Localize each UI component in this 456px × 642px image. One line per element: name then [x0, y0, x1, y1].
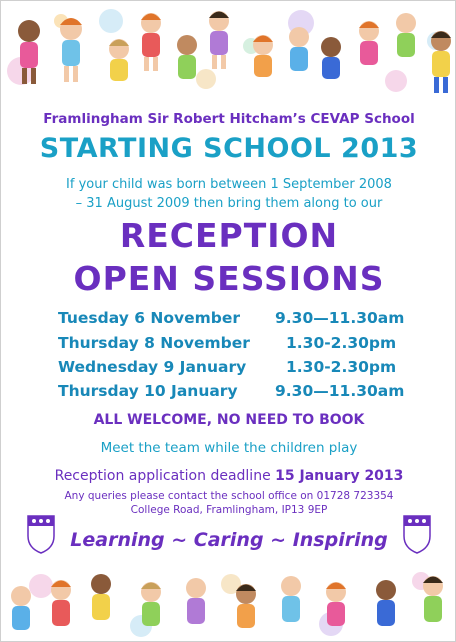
session-time: 1.30-2.30pm — [286, 358, 397, 376]
child-figure — [289, 27, 309, 71]
application-deadline — [1, 468, 456, 484]
child-figure — [253, 35, 273, 77]
reception-title: RECEPTION — [119, 216, 339, 255]
child-figure — [209, 11, 229, 69]
child-figure — [60, 18, 82, 82]
children-illustration-top-svg — [1, 1, 456, 101]
child-figure — [177, 35, 197, 79]
intro-line-1: If your child was born between 1 September 2008 — [66, 177, 392, 192]
child-figure — [236, 584, 256, 628]
child-figure — [423, 576, 443, 622]
school-motto: Learning ~ Caring ~ Inspiring — [70, 529, 388, 551]
child-figure — [141, 582, 161, 626]
child-figure — [281, 576, 301, 622]
session-row — [58, 309, 418, 331]
child-figure — [141, 13, 161, 71]
session-row — [58, 358, 418, 380]
child-figure — [359, 21, 379, 65]
all-welcome-text: ALL WELCOME, NO NEED TO BOOK — [93, 412, 365, 428]
open-sessions-title: OPEN SESSIONS — [73, 259, 385, 298]
school-name: Framlingham Sir Robert Hitcham’s CEVAP School — [43, 111, 415, 127]
child-figure — [186, 578, 206, 624]
child-figure — [326, 582, 346, 626]
child-figure — [431, 31, 451, 93]
session-time: 9.30—11.30am — [275, 309, 405, 327]
children-illustration-bottom-svg — [1, 566, 456, 642]
child-figure — [396, 13, 416, 57]
child-figure — [376, 580, 396, 626]
session-row — [58, 334, 418, 356]
session-time: 1.30-2.30pm — [286, 334, 397, 352]
starting-school-heading: STARTING SCHOOL 2013 — [39, 133, 419, 164]
queries-contact-text: Any queries please contact the school office on 01728 723354 — [64, 490, 394, 502]
session-day: Thursday 10 January — [58, 382, 238, 400]
session-day: Thursday 8 November — [58, 334, 250, 352]
children-illustration-bottom — [1, 566, 456, 642]
intro-line-2: – 31 August 2009 then bring them along to our — [75, 196, 383, 211]
school-address: College Road, Framlingham, IP13 9EP — [130, 504, 328, 516]
deadline-date: 15 January 2013 — [275, 468, 404, 484]
child-figure — [51, 580, 71, 626]
deadline-label: Reception application deadline — [54, 468, 276, 484]
child-figure — [11, 586, 31, 630]
session-time: 9.30—11.30am — [275, 382, 405, 400]
session-row — [58, 382, 418, 404]
session-day: Wednesday 9 January — [58, 358, 247, 376]
child-figure — [321, 37, 341, 79]
children-illustration-top — [1, 1, 456, 101]
session-day: Tuesday 6 November — [58, 309, 241, 327]
child-figure — [91, 574, 111, 620]
meet-the-team-text: Meet the team while the children play — [100, 440, 358, 456]
child-figure — [109, 39, 129, 81]
